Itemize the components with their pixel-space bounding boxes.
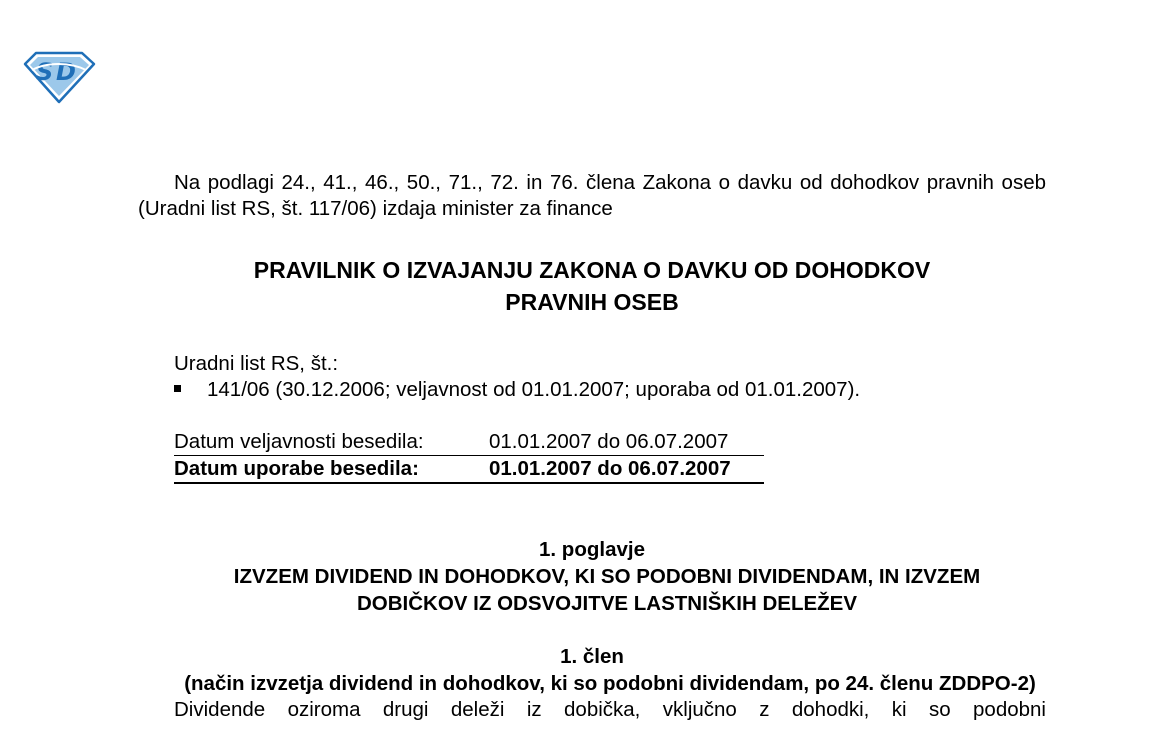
sd-diamond-logo-icon	[22, 50, 96, 104]
document-body	[138, 170, 1046, 723]
use-date-row	[174, 456, 764, 484]
validity-date-label: Datum veljavnosti besedila:	[174, 430, 424, 453]
validity-date-row	[174, 429, 764, 456]
use-date-label: Datum uporabe besedila:	[174, 457, 419, 480]
chapter-heading	[138, 536, 1046, 617]
chapter-title: IZVZEM DIVIDEND IN DOHODKOV, KI SO PODOBNI DIVIDENDAM, IN IZVZEM DOBIČKOV IZ ODSVOJITVE LASTNIŠKIH DELEŽEV	[233, 565, 981, 615]
gazette-list-item	[174, 377, 1046, 403]
gazette-label: Uradni list RS, št.:	[174, 352, 339, 375]
article-heading	[138, 643, 1046, 697]
use-date-value: 01.01.2007 do 06.07.2007	[489, 457, 731, 480]
square-bullet-icon	[174, 385, 181, 392]
document-title	[138, 254, 1046, 318]
document-title-line-1: PRAVILNIK O IZVAJANJU ZAKONA O DAVKU OD DOHODKOV	[253, 257, 931, 283]
article-number: 1. člen	[560, 645, 624, 668]
article-subtitle: (način izvzetja dividend in dohodkov, ki so podobni dividendam, po 24. členu ZDDPO-2)	[184, 672, 1036, 695]
validity-date-value: 01.01.2007 do 06.07.2007	[489, 430, 729, 453]
intro-paragraph: Na podlagi 24., 41., 46., 50., 71., 72. in 76. člena Zakona o davku od dohodkov pravnih oseb (Uradni list RS, št. 117/06) izdaja minister za finance	[138, 171, 1046, 220]
svg-text:D: D	[56, 58, 76, 86]
article-body-text: Dividende oziroma drugi deleži iz dobička, vključno z dohodki, ki so podobni	[174, 698, 1046, 721]
gazette-item-text: 141/06 (30.12.2006; veljavnost od 01.01.2007; uporaba od 01.01.2007).	[207, 378, 861, 401]
chapter-number: 1. poglavje	[539, 538, 645, 561]
text-dates	[174, 429, 764, 484]
gazette-reference	[174, 351, 1046, 403]
document-title-line-2: PRAVNIH OSEB	[505, 289, 679, 315]
svg-text:S: S	[36, 58, 54, 86]
